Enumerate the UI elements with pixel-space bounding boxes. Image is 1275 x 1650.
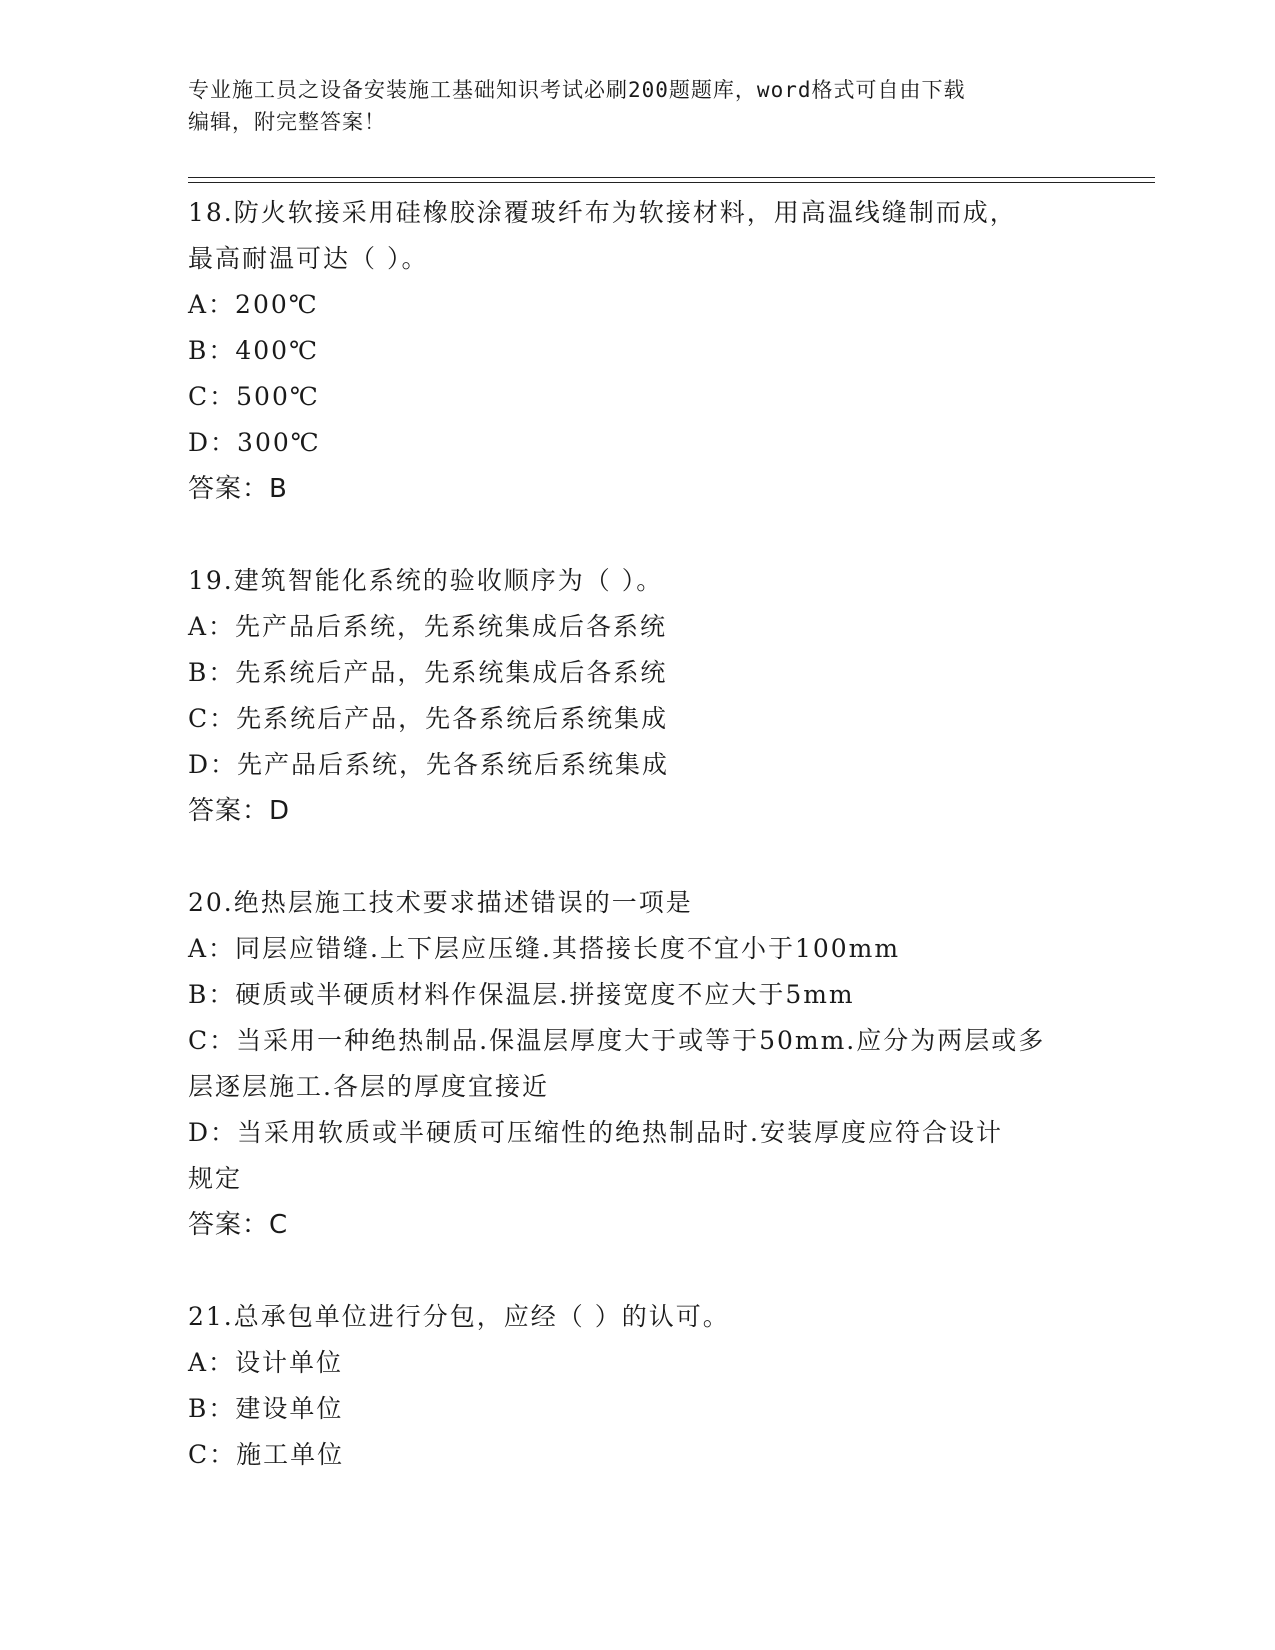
spacer [188,1248,1088,1294]
document-header [188,74,1088,138]
header-line-2: 编辑，附完整答案！ [188,110,386,134]
question-stem: 20.绝热层施工技术要求描述错误的一项是 [188,888,693,917]
spacer [188,834,1088,880]
question-list [188,190,1088,1478]
option-c: C：先系统后产品，先各系统后系统集成 [188,704,669,733]
option-a: A：先产品后系统，先系统集成后各系统 [188,612,668,641]
option-c-continued: 层逐层施工.各层的厚度宜接近 [188,1072,549,1101]
option-d-continued: 规定 [188,1164,243,1193]
answer-text: 答案：B [188,474,288,504]
answer-text: 答案：C [188,1210,289,1240]
option-b: B：建设单位 [188,1394,344,1423]
question-stem: 最高耐温可达（ ）。 [188,244,429,273]
option-b: B：先系统后产品，先系统集成后各系统 [188,658,668,687]
question-19 [188,558,1088,834]
question-18 [188,190,1088,512]
option-a: A：200℃ [188,290,319,319]
question-stem: 18.防火软接采用硅橡胶涂覆玻纤布为软接材料，用高温线缝制而成， [188,198,1017,227]
option-d: D：300℃ [188,428,321,457]
answer-text: 答案：D [188,796,291,826]
header-divider-bottom [188,182,1155,183]
question-20 [188,880,1088,1248]
spacer [188,512,1088,558]
header-line-1: 专业施工员之设备安装施工基础知识考试必刷200题题库，word格式可自由下载 [188,78,966,102]
option-a: A：设计单位 [188,1348,344,1377]
question-stem: 21.总承包单位进行分包，应经（ ）的认可。 [188,1302,730,1331]
option-c: C：施工单位 [188,1440,345,1469]
option-b: B：400℃ [188,336,320,365]
option-b: B：硬质或半硬质材料作保温层.拼接宽度不应大于5mm [188,980,855,1009]
option-c: C：当采用一种绝热制品.保温层厚度大于或等于50mm.应分为两层或多 [188,1026,1046,1055]
header-divider-top [188,177,1155,178]
option-d: D：当采用软质或半硬质可压缩性的绝热制品时.安装厚度应符合设计 [188,1118,1003,1147]
question-stem: 19.建筑智能化系统的验收顺序为（ ）。 [188,566,664,595]
option-a: A：同层应错缝.上下层应压缝.其搭接长度不宜小于100mm [188,934,901,963]
question-21 [188,1294,1088,1478]
option-c: C：500℃ [188,382,320,411]
option-d: D：先产品后系统，先各系统后系统集成 [188,750,670,779]
